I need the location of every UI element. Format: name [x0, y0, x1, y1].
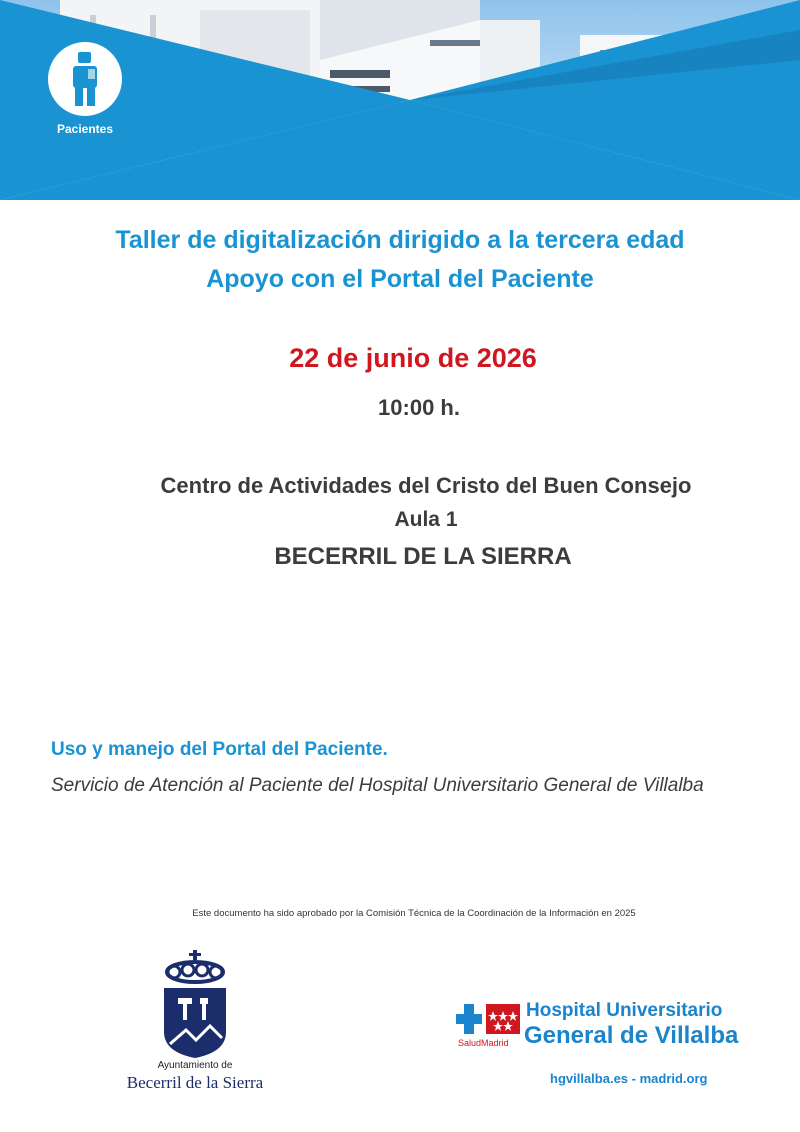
event-subtitle: Apoyo con el Portal del Paciente — [206, 265, 594, 293]
hospital-logo — [452, 1000, 792, 1120]
hospital-name-line2: General de Villalba — [524, 1022, 739, 1049]
municipality-prefix: Ayuntamiento de — [157, 1060, 233, 1071]
patient-icon — [65, 52, 105, 106]
header-graphic — [0, 0, 800, 200]
service-line: Servicio de Atención al Paciente del Hospital Universitario General de Villalba — [51, 775, 704, 796]
municipality-crest-icon — [100, 940, 290, 1060]
usage-heading: Uso y manejo del Portal del Paciente. — [51, 739, 388, 760]
municipality-logo — [100, 940, 290, 1120]
approval-note: Este documento ha sido aprobado por la Comisión Técnica de la Coordinación de la Información en 2025 — [192, 908, 636, 919]
event-time: 10:00 h. — [378, 395, 460, 420]
patients-label: Pacientes — [56, 122, 114, 136]
salud-madrid-icon — [456, 1002, 526, 1042]
event-town: BECERRIL DE LA SIERRA — [274, 543, 572, 570]
salud-madrid-label: SaludMadrid — [458, 1038, 509, 1048]
municipality-name: Becerril de la Sierra — [126, 1073, 264, 1092]
hospital-name-line1: Hospital Universitario — [526, 1000, 723, 1021]
header-banner — [0, 0, 800, 200]
patients-badge — [48, 42, 122, 116]
event-title: Taller de digitalización dirigido a la tercera edad — [115, 226, 685, 254]
event-date: 22 de junio de 2026 — [289, 343, 537, 373]
event-room: Aula 1 — [394, 508, 458, 531]
website-link[interactable]: hgvillalba.es - madrid.org — [550, 1071, 708, 1086]
event-venue: Centro de Actividades del Cristo del Buen Consejo — [160, 473, 692, 498]
